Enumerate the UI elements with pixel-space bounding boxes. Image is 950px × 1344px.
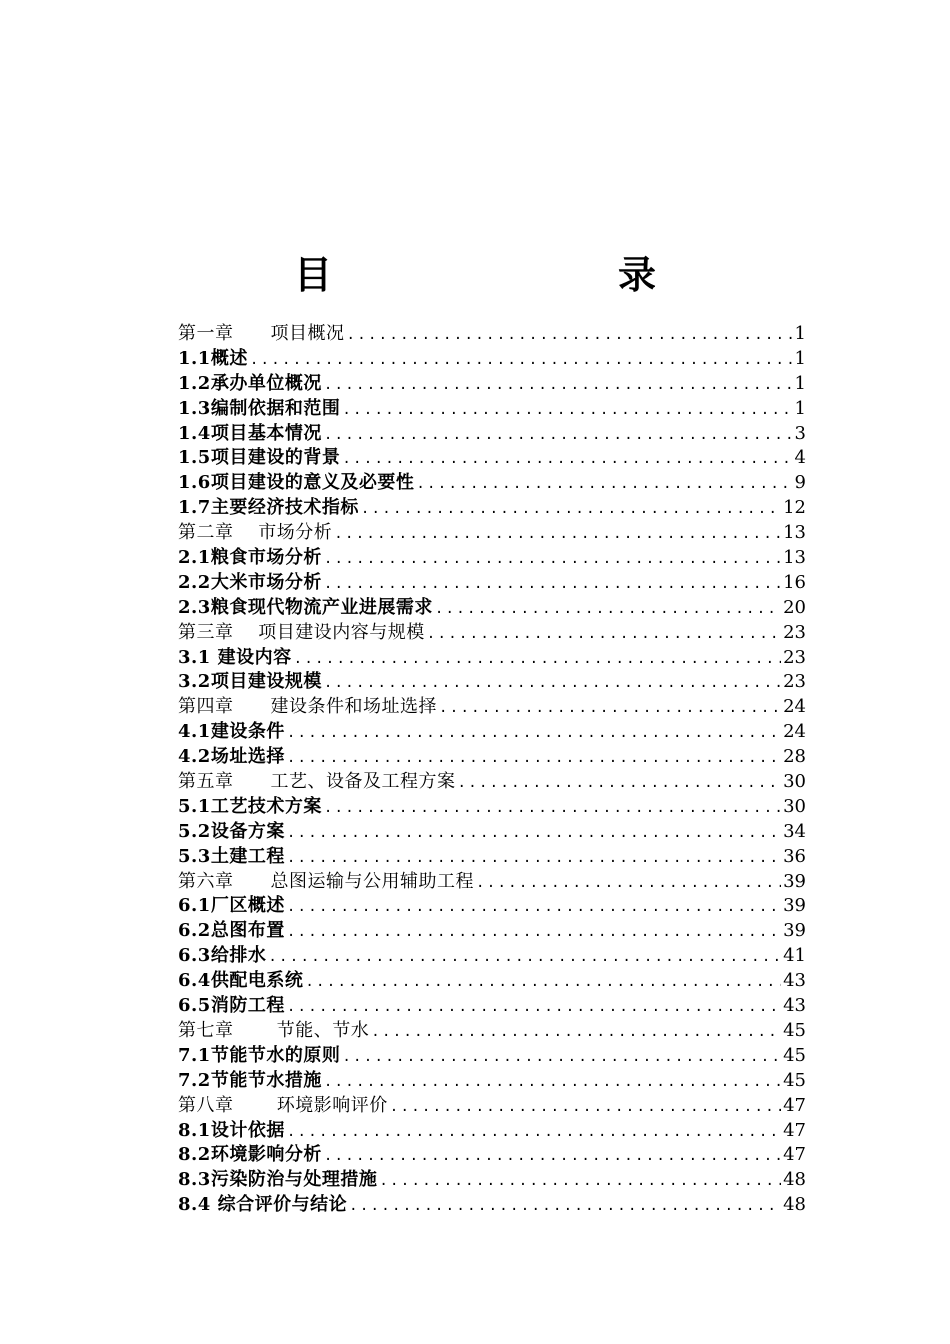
toc-page-number: 13: [783, 522, 806, 544]
toc-page-number: 28: [783, 746, 806, 768]
toc-entry-label: 5.1工艺技术方案: [178, 795, 322, 817]
toc-dot-leader: [322, 671, 781, 696]
toc-dot-leader: [285, 821, 781, 846]
toc-dot-leader: [437, 696, 781, 721]
toc-section-entry[interactable]: [178, 969, 806, 994]
toc-chapter-entry[interactable]: [178, 322, 806, 347]
toc-section-entry[interactable]: [178, 422, 806, 447]
toc-page-number: 24: [783, 721, 806, 743]
toc-page-number: 9: [794, 472, 806, 494]
toc-section-entry[interactable]: [178, 720, 806, 745]
toc-page-number: 45: [783, 1069, 806, 1091]
toc-page-number: 1: [794, 347, 806, 369]
toc-dot-leader: [340, 398, 792, 423]
toc-entry-label: 1.6项目建设的意义及必要性: [178, 472, 415, 494]
toc-entry-label: 6.2总图布置: [178, 920, 285, 942]
toc-entry-label: 8.3污染防治与处理措施: [178, 1169, 378, 1191]
toc-entry-label: 8.4 综合评价与结论: [178, 1194, 348, 1216]
toc-page-number: 30: [783, 771, 806, 793]
toc-dot-leader: [285, 721, 781, 746]
toc-entry-label: 第八章 环境影响评价: [178, 1094, 388, 1116]
toc-dot-leader: [322, 572, 781, 597]
toc-page-number: 47: [783, 1094, 806, 1116]
toc-page-number: 45: [783, 1019, 806, 1041]
toc-page-number: 13: [783, 547, 806, 569]
toc-dot-leader: [285, 995, 781, 1020]
toc-page-number: 45: [783, 1044, 806, 1066]
toc-entry-label: 第二章 市场分析: [178, 522, 333, 544]
toc-dot-leader: [425, 622, 781, 647]
toc-dot-leader: [369, 1020, 781, 1045]
toc-dot-leader: [248, 348, 793, 373]
toc-dot-leader: [285, 746, 781, 771]
toc-dot-leader: [322, 373, 793, 398]
toc-section-entry[interactable]: [178, 795, 806, 820]
toc-entry-label: 1.7主要经济技术指标: [178, 497, 359, 519]
toc-page-number: 36: [783, 845, 806, 867]
toc-dot-leader: [285, 1120, 781, 1145]
toc-dot-leader: [322, 547, 781, 572]
toc-entry-label: 6.3给排水: [178, 945, 267, 967]
toc-section-entry[interactable]: [178, 944, 806, 969]
toc-entry-label: 6.4供配电系统: [178, 970, 304, 992]
toc-entry-label: 7.2节能节水措施: [178, 1069, 322, 1091]
toc-entry-label: 1.5项目建设的背景: [178, 447, 341, 469]
toc-page-number: 20: [783, 596, 806, 618]
toc-dot-leader: [266, 945, 781, 970]
toc-entry-label: 第六章 总图运输与公用辅助工程: [178, 870, 474, 892]
toc-entry-label: 第一章 项目概况: [178, 323, 345, 344]
toc-entry-label: 4.1建设条件: [178, 721, 285, 743]
toc-section-entry[interactable]: [178, 1143, 806, 1168]
toc-section-entry[interactable]: [178, 446, 806, 471]
toc-entry-label: 第三章 项目建设内容与规模: [178, 621, 425, 643]
toc-section-entry[interactable]: [178, 919, 806, 944]
toc-entry-label: 1.2承办单位概况: [178, 372, 322, 394]
toc-dot-leader: [292, 647, 782, 672]
toc-chapter-entry[interactable]: [178, 1019, 806, 1044]
toc-entry-label: 第五章 工艺、设备及工程方案: [178, 771, 456, 793]
toc-entry-label: 第七章 节能、节水: [178, 1019, 370, 1041]
toc-entry-label: 1.3编制依据和范围: [178, 397, 341, 419]
toc-section-entry[interactable]: [178, 845, 806, 870]
toc-page-number: 23: [783, 671, 806, 693]
toc-entry-label: 3.2项目建设规模: [178, 671, 322, 693]
toc-chapter-entry[interactable]: [178, 521, 806, 546]
toc-section-entry[interactable]: [178, 1044, 806, 1069]
toc-chapter-entry[interactable]: [178, 1094, 806, 1119]
toc-dot-leader: [285, 895, 781, 920]
toc-page-number: 16: [783, 571, 806, 593]
toc-entry-label: 1.1概述: [178, 347, 248, 369]
toc-section-entry[interactable]: [178, 745, 806, 770]
toc-entry-label: 7.1节能节水的原则: [178, 1044, 341, 1066]
toc-page-number: 23: [783, 646, 806, 668]
toc-entry-label: 2.1粮食市场分析: [178, 547, 322, 569]
toc-dot-leader: [433, 597, 781, 622]
toc-section-entry[interactable]: [178, 820, 806, 845]
toc-section-entry[interactable]: [178, 894, 806, 919]
toc-chapter-entry[interactable]: [178, 621, 806, 646]
toc-section-entry[interactable]: [178, 596, 806, 621]
toc-page-number: 34: [783, 820, 806, 842]
toc-dot-leader: [322, 796, 781, 821]
page-title: 目 录: [293, 252, 726, 297]
toc-page-number: 23: [783, 621, 806, 643]
toc-entry-label: 4.2场址选择: [178, 746, 285, 768]
toc-entry-label: 3.1 建设内容: [178, 646, 292, 668]
toc-chapter-entry[interactable]: [178, 695, 806, 720]
toc-dot-leader: [303, 970, 781, 995]
toc-entry-label: 5.2设备方案: [178, 820, 285, 842]
toc-dot-leader: [322, 1144, 781, 1169]
toc-page-number: 30: [783, 795, 806, 817]
toc-entry-label: 1.4项目基本情况: [178, 422, 322, 444]
toc-dot-leader: [345, 323, 793, 348]
toc-page-number: 48: [783, 1169, 806, 1191]
toc-dot-leader: [377, 1169, 781, 1194]
toc-dot-leader: [388, 1095, 781, 1120]
toc-section-entry[interactable]: [178, 496, 806, 521]
toc-chapter-entry[interactable]: [178, 770, 806, 795]
toc-dot-leader: [322, 1070, 781, 1095]
toc-section-entry[interactable]: [178, 1119, 806, 1144]
toc-dot-leader: [347, 1194, 781, 1219]
toc-page-number: 1: [794, 372, 806, 394]
toc-entry-label: 6.5消防工程: [178, 995, 285, 1017]
toc-section-entry[interactable]: [178, 670, 806, 695]
toc-page-number: 39: [783, 920, 806, 942]
toc-page-number: 24: [783, 696, 806, 718]
toc-chapter-entry[interactable]: [178, 870, 806, 895]
toc-page-number: 47: [783, 1144, 806, 1166]
toc-entry-label: 2.3粮食现代物流产业进展需求: [178, 596, 433, 618]
toc-page-number: 3: [794, 422, 806, 444]
table-of-contents: [178, 322, 806, 1218]
toc-dot-leader: [474, 871, 781, 896]
toc-page-number: 12: [783, 497, 806, 519]
toc-section-entry[interactable]: [178, 571, 806, 596]
toc-dot-leader: [414, 472, 792, 497]
toc-section-entry[interactable]: [178, 1168, 806, 1193]
toc-section-entry[interactable]: [178, 546, 806, 571]
toc-page-number: 1: [794, 323, 806, 344]
toc-section-entry[interactable]: [178, 646, 806, 671]
toc-section-entry[interactable]: [178, 1069, 806, 1094]
toc-section-entry[interactable]: [178, 994, 806, 1019]
toc-entry-label: 8.1设计依据: [178, 1119, 285, 1141]
toc-page-number: 39: [783, 870, 806, 892]
toc-page-number: 4: [794, 447, 806, 469]
toc-dot-leader: [285, 846, 781, 871]
toc-page-number: 43: [783, 995, 806, 1017]
toc-page-number: 41: [783, 945, 806, 967]
toc-dot-leader: [285, 920, 781, 945]
toc-section-entry[interactable]: [178, 471, 806, 496]
toc-section-entry[interactable]: [178, 347, 806, 372]
toc-entry-label: 8.2环境影响分析: [178, 1144, 322, 1166]
toc-page-number: 47: [783, 1119, 806, 1141]
toc-dot-leader: [456, 771, 782, 796]
toc-dot-leader: [340, 1045, 781, 1070]
toc-entry-label: 6.1厂区概述: [178, 895, 285, 917]
toc-entry-label: 第四章 建设条件和场址选择: [178, 696, 437, 718]
toc-dot-leader: [332, 522, 781, 547]
toc-entry-label: 5.3土建工程: [178, 845, 285, 867]
toc-dot-leader: [359, 497, 781, 522]
toc-page-number: 48: [783, 1194, 806, 1216]
toc-page-number: 1: [794, 397, 806, 419]
toc-page-number: 43: [783, 970, 806, 992]
toc-section-entry[interactable]: [178, 1193, 806, 1218]
toc-section-entry[interactable]: [178, 397, 806, 422]
toc-dot-leader: [322, 423, 793, 448]
toc-entry-label: 2.2大米市场分析: [178, 571, 322, 593]
toc-section-entry[interactable]: [178, 372, 806, 397]
toc-dot-leader: [340, 447, 792, 472]
toc-page-number: 39: [783, 895, 806, 917]
